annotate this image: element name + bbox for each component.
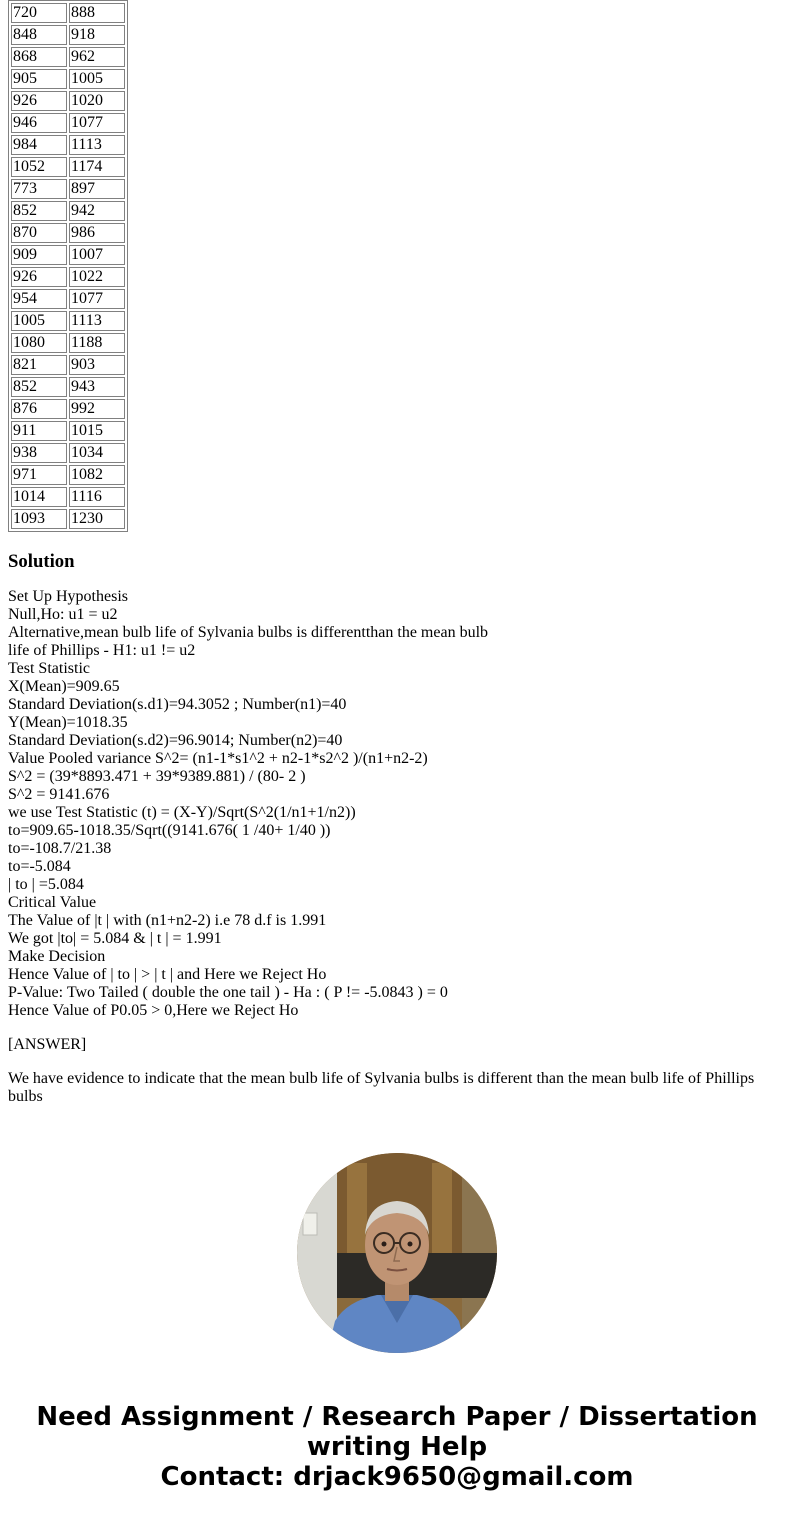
table-row (11, 333, 125, 353)
table-cell: 1052 (11, 157, 67, 177)
table-cell: 897 (69, 179, 125, 199)
table-cell: 1034 (69, 443, 125, 463)
solution-heading: Solution (8, 551, 75, 572)
table-row (11, 465, 125, 485)
table-cell: 870 (11, 223, 67, 243)
table-cell: 821 (11, 355, 67, 375)
table-cell: 876 (11, 399, 67, 419)
table-row (11, 245, 125, 265)
table-row (11, 267, 125, 287)
table-cell: 1022 (69, 267, 125, 287)
answer-label: [ANSWER] (8, 1036, 87, 1053)
solution-line: S^2 = 9141.676 (8, 786, 110, 803)
table-cell: 1015 (69, 421, 125, 441)
table-row (11, 355, 125, 375)
table-cell: 852 (11, 377, 67, 397)
table-cell: 773 (11, 179, 67, 199)
table-cell: 1230 (69, 509, 125, 529)
table-cell: 962 (69, 47, 125, 67)
solution-line: P-Value: Two Tailed ( double the one tail ) - Ha : ( P != -5.0843 ) = 0 (8, 984, 448, 1001)
table-cell: 946 (11, 113, 67, 133)
solution-line: S^2 = (39*8893.471 + 39*9389.881) / (80- 2 ) (8, 768, 306, 785)
solution-line: to=909.65-1018.35/Sqrt((9141.676( 1 /40+ 1/40 )) (8, 822, 331, 839)
table-cell: 852 (11, 201, 67, 221)
answer-text: We have evidence to indicate that the mean bulb life of Sylvania bulbs is different than the mean bulb life of Phillips bulbs (8, 1070, 755, 1105)
table-cell: 905 (11, 69, 67, 89)
table-cell: 1020 (69, 91, 125, 111)
table-row (11, 487, 125, 507)
promo-line-1: Need Assignment / Research Paper / Dissertation (36, 1402, 758, 1432)
promo-line-2: writing Help (306, 1432, 488, 1462)
table-row (11, 399, 125, 419)
table-cell: 926 (11, 91, 67, 111)
table-row (11, 25, 125, 45)
table-cell: 986 (69, 223, 125, 243)
solution-line: Alternative,mean bulb life of Sylvania bulbs is differentthan the mean bulb life of Phillips - H1: u1 != u2 (8, 624, 489, 659)
table-cell: 868 (11, 47, 67, 67)
table-cell: 1116 (69, 487, 125, 507)
table-cell: 720 (11, 3, 67, 23)
table-cell: 984 (11, 135, 67, 155)
table-cell: 1077 (69, 289, 125, 309)
table-cell: 911 (11, 421, 67, 441)
table-cell: 1113 (69, 311, 125, 331)
solution-line: Test Statistic (8, 660, 90, 677)
promo-banner (0, 1402, 794, 1492)
table-row (11, 113, 125, 133)
solution-line: Standard Deviation(s.d2)=96.9014; Number(n2)=40 (8, 732, 343, 749)
table-row (11, 157, 125, 177)
promo-line-3: Contact: drjack9650@gmail.com (160, 1462, 634, 1492)
table-row (11, 443, 125, 463)
solution-line: | to | =5.084 (8, 876, 84, 893)
table-cell: 1082 (69, 465, 125, 485)
solution-line: we use Test Statistic (t) = (X-Y)/Sqrt(S^2(1/n1+1/n2)) (8, 804, 356, 821)
table-cell: 888 (69, 3, 125, 23)
solution-line: Hence Value of P0.05 > 0,Here we Reject Ho (8, 1002, 299, 1019)
table-row (11, 311, 125, 331)
table-cell: 1014 (11, 487, 67, 507)
table-cell: 1093 (11, 509, 67, 529)
table-row (11, 135, 125, 155)
author-photo (297, 1153, 497, 1353)
table-cell: 848 (11, 25, 67, 45)
solution-line: Null,Ho: u1 = u2 (8, 606, 118, 623)
solution-line: We got |to| = 5.084 & | t | = 1.991 (8, 930, 222, 947)
table-cell: 926 (11, 267, 67, 287)
solution-line: X(Mean)=909.65 (8, 678, 120, 695)
table-row (11, 377, 125, 397)
table-cell: 1005 (11, 311, 67, 331)
solution-line: Make Decision (8, 948, 106, 965)
solution-line: to=-5.084 (8, 858, 71, 875)
table-row (11, 47, 125, 67)
table-cell: 918 (69, 25, 125, 45)
table-cell: 909 (11, 245, 67, 265)
table-row (11, 179, 125, 199)
table-cell: 943 (69, 377, 125, 397)
table-cell: 1007 (69, 245, 125, 265)
table-cell: 1080 (11, 333, 67, 353)
table-row (11, 223, 125, 243)
table-cell: 903 (69, 355, 125, 375)
author-photo-image (297, 1153, 497, 1353)
solution-line: Y(Mean)=1018.35 (8, 714, 128, 731)
solution-line: Critical Value (8, 894, 97, 911)
page (8, 0, 786, 1106)
solution-line: Set Up Hypothesis (8, 588, 128, 605)
solution-line: Standard Deviation(s.d1)=94.3052 ; Number(n1)=40 (8, 696, 347, 713)
table-cell: 942 (69, 201, 125, 221)
data-table (8, 0, 128, 532)
table-cell: 938 (11, 443, 67, 463)
table-row (11, 3, 125, 23)
table-row (11, 289, 125, 309)
table-cell: 1005 (69, 69, 125, 89)
table-row (11, 69, 125, 89)
table-cell: 954 (11, 289, 67, 309)
table-row (11, 509, 125, 529)
table-cell: 992 (69, 399, 125, 419)
solution-line: The Value of |t | with (n1+n2-2) i.e 78 d.f is 1.991 (8, 912, 327, 929)
solution-line: to=-108.7/21.38 (8, 840, 112, 857)
table-cell: 1077 (69, 113, 125, 133)
table-cell: 1113 (69, 135, 125, 155)
table-cell: 971 (11, 465, 67, 485)
table-cell: 1174 (69, 157, 125, 177)
table-body (11, 3, 125, 529)
table-cell: 1188 (69, 333, 125, 353)
table-row (11, 91, 125, 111)
table-row (11, 201, 125, 221)
solution-line: Hence Value of | to | > | t | and Here we Reject Ho (8, 966, 327, 983)
solution-line: Value Pooled variance S^2= (n1-1*s1^2 + n2-1*s2^2 )/(n1+n2-2) (8, 750, 428, 767)
table-row (11, 421, 125, 441)
solution-lines (8, 588, 786, 1020)
